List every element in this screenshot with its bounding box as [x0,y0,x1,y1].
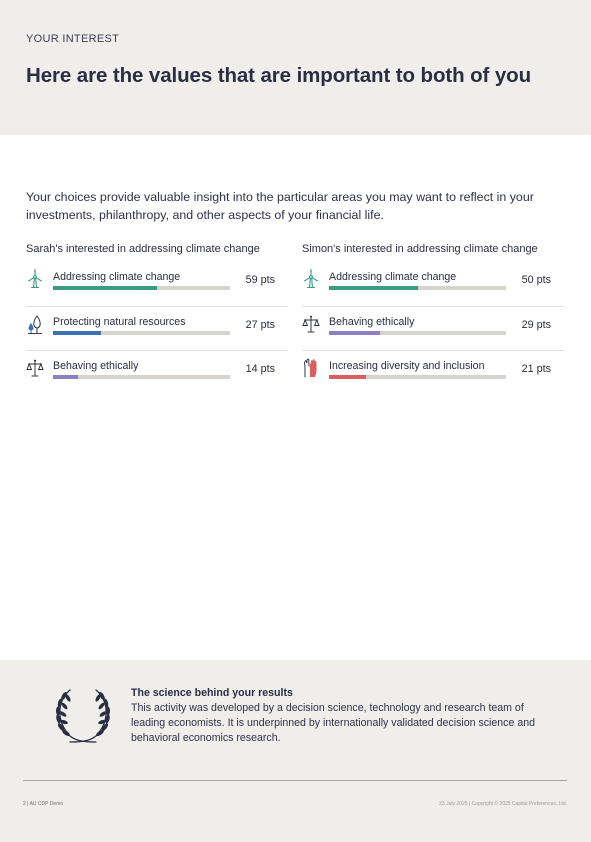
intro-paragraph: Your choices provide valuable insight into the particular areas you may want to reflect in your investments, philanthropy, and other aspects of your financial life. [26,190,534,222]
value-label: Protecting natural resources [53,315,186,328]
score-bar [329,286,506,290]
value-row [26,262,288,307]
score-bar-fill [53,375,78,379]
score-bar [53,331,230,335]
score-bar [329,331,506,335]
raised-hands-icon [302,357,320,379]
value-row [302,262,564,307]
page-number-label: 2 | AU CDP Demo [23,801,64,807]
score-bar-fill [329,286,418,290]
value-label: Behaving ethically [53,360,139,372]
value-row [302,307,564,352]
value-points: 21 pts [521,363,551,375]
value-label: Behaving ethically [329,315,415,328]
wind-turbine-icon [302,268,320,290]
value-points: 29 pts [521,318,551,331]
score-bar [53,286,230,290]
score-bar-fill [53,331,101,335]
copyright-label: 23 July 2025 | Copyright © 2025 Capital Preferences, Ltd. [439,801,567,807]
section-eyebrow: YOUR INTEREST [26,33,120,45]
laurel-wreath-icon [50,686,116,746]
trees-icon [26,313,44,335]
wind-turbine-icon [26,268,44,290]
science-text: This activity was developed by a decision science, technology and research team of leading economists. It is underpinned by internationally validated decision science and behavioral economics research. [131,702,535,744]
value-row [26,307,288,352]
science-title: The science behind your results [131,687,293,699]
score-bar [329,375,506,379]
score-bar-fill [53,286,157,290]
score-bar-fill [329,331,380,335]
score-bar [53,375,230,379]
column-heading: Sarah's interested in addressing climate change [26,243,260,255]
page-title: Here are the values that are important to both of you [26,64,532,87]
page-header [0,0,591,135]
column-heading: Simon's interested in addressing climate change [302,243,538,255]
value-points: 59 pts [245,274,275,286]
value-row [26,351,288,396]
value-label: Increasing diversity and inclusion [329,360,485,372]
person-column-sarah [26,242,288,396]
value-points: 50 pts [521,274,551,286]
page-footer [0,660,591,842]
value-points: 14 pts [245,363,275,375]
score-bar-fill [329,375,366,379]
person-column-simon [302,242,564,396]
scales-icon [26,357,44,379]
value-label: Addressing climate change [53,271,181,283]
footer-divider [23,780,567,781]
value-row [302,351,564,396]
value-label: Addressing climate change [329,271,457,283]
scales-icon [302,313,320,335]
value-points: 27 pts [245,318,275,331]
